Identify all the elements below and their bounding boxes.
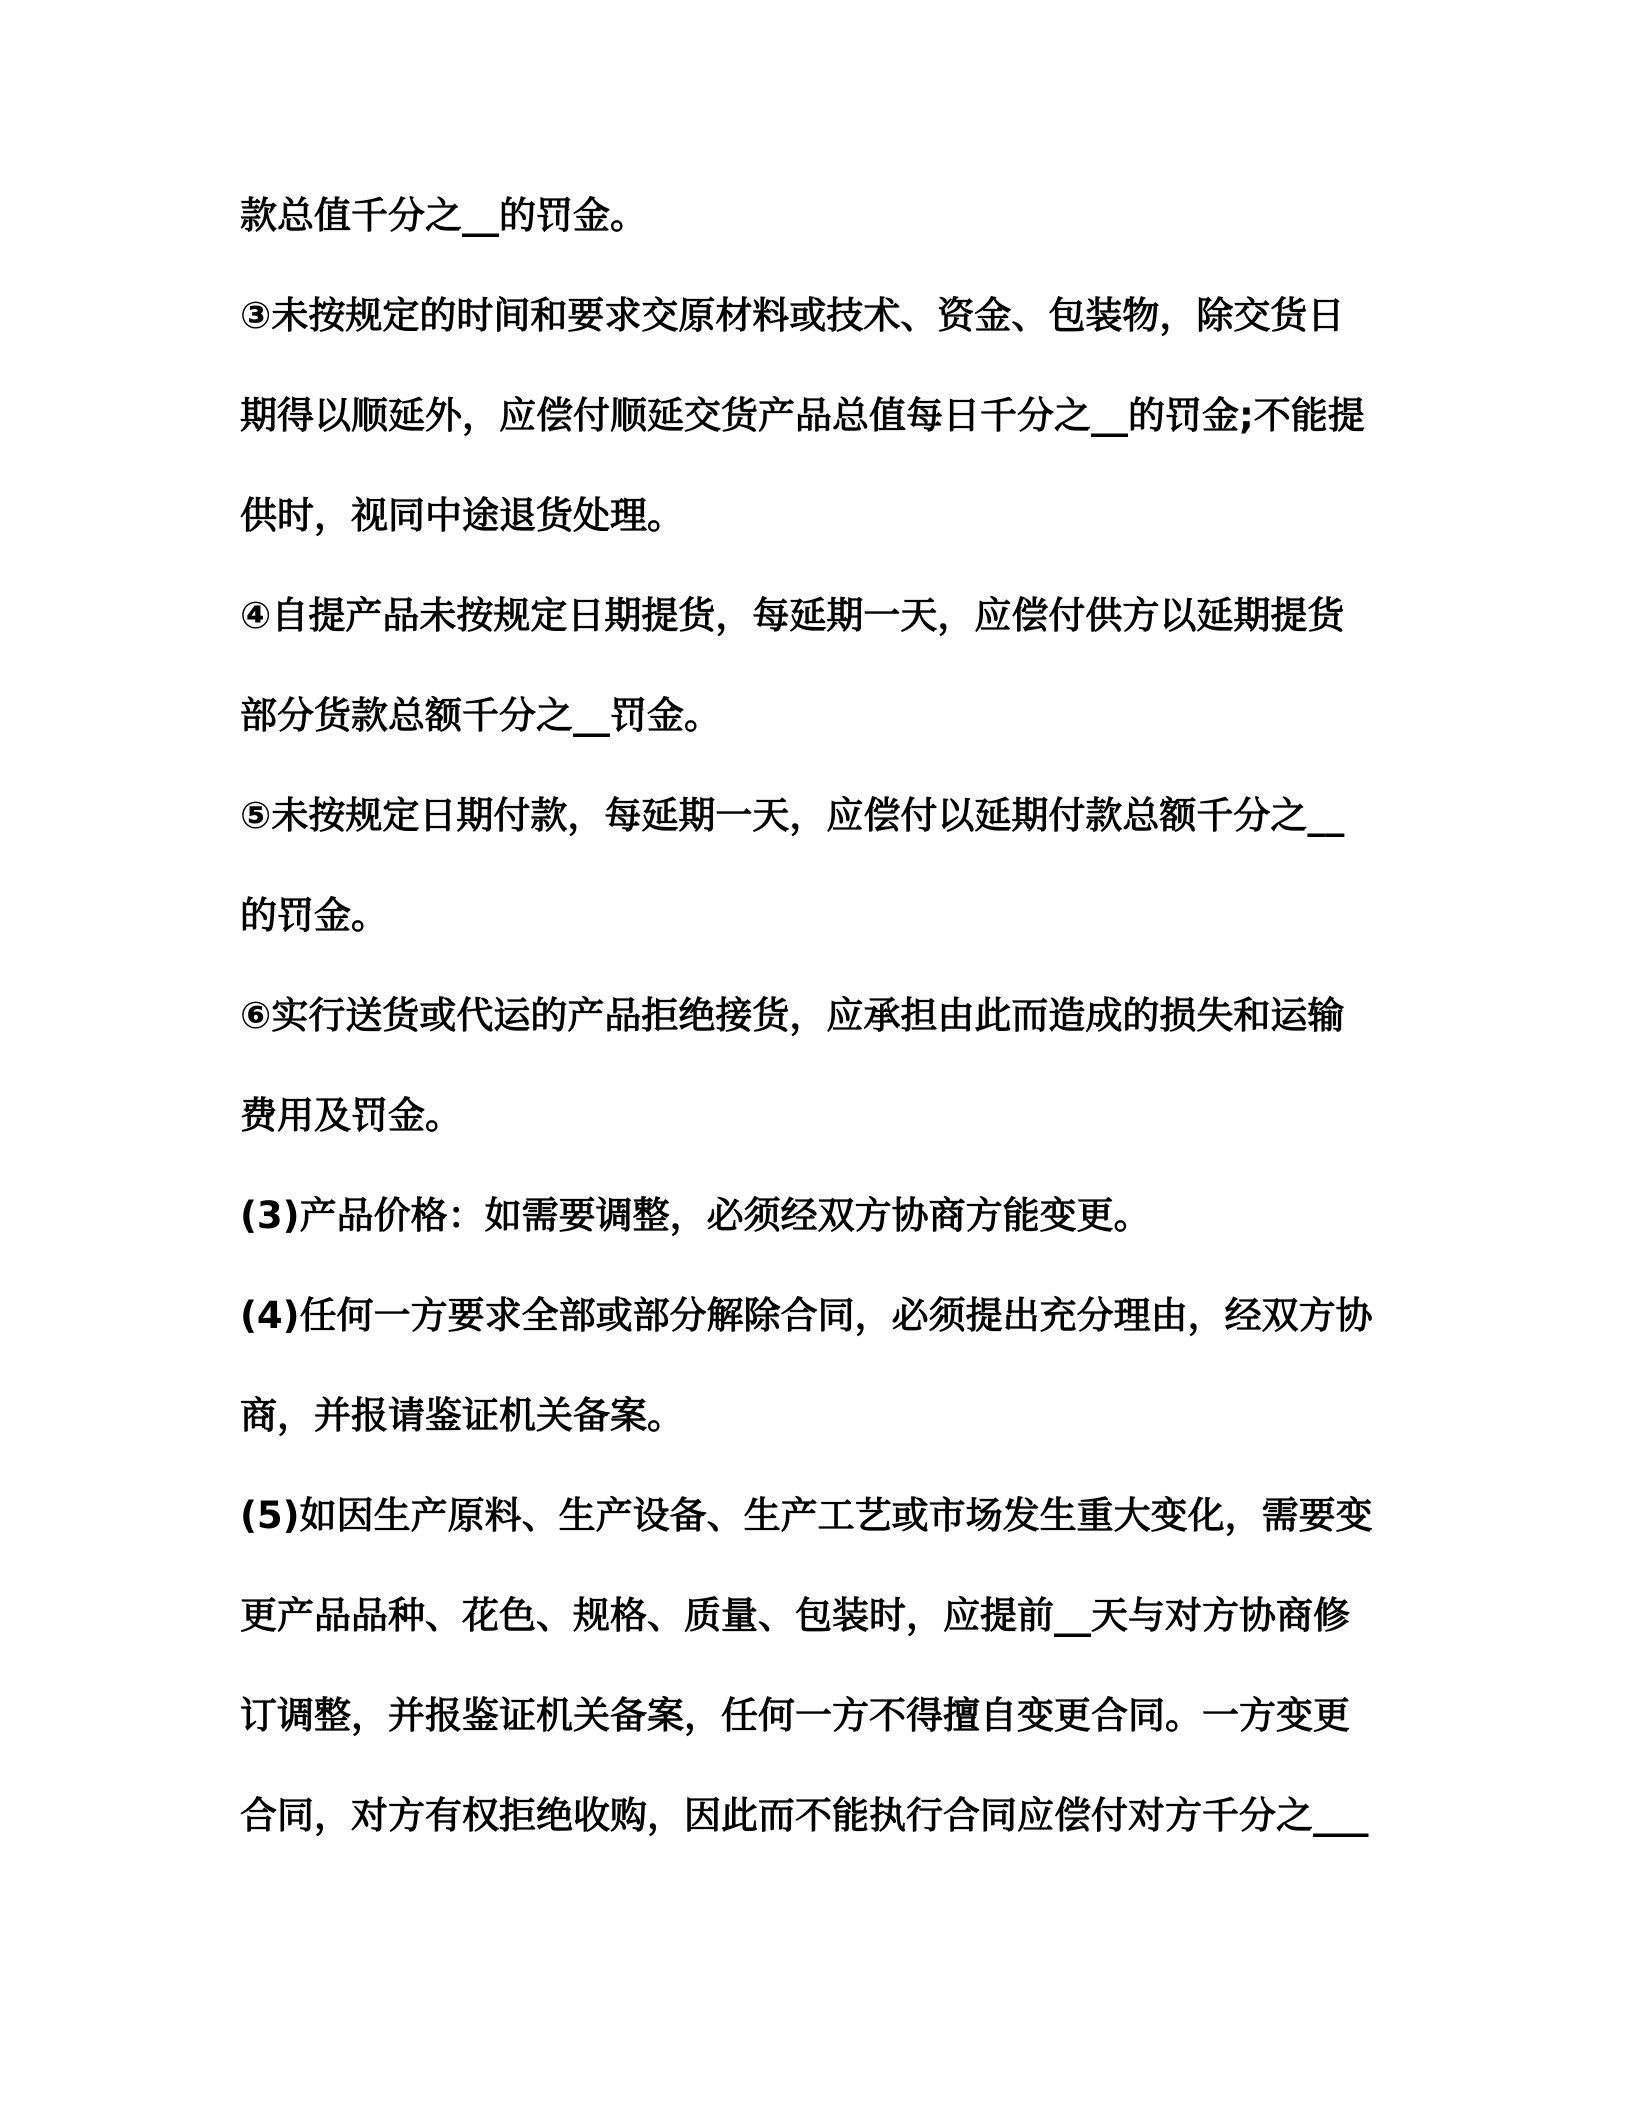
text-line: 商，并报请鉴证机关备案。 <box>240 1394 684 1437</box>
text-line: ⑤未按规定日期付款，每延期一天，应偿付以延期付款总额千分之__ <box>240 794 1345 837</box>
text-line: (5)如因生产原料、生产设备、生产工艺或市场发生重大变化，需要变 <box>240 1494 1373 1537</box>
text-line: 款总值千分之__的罚金。 <box>240 194 647 237</box>
text-line: 更产品品种、花色、规格、质量、包装时，应提前__天与对方协商修 <box>240 1594 1350 1637</box>
text-line: ④自提产品未按规定日期提货，每延期一天，应偿付供方以延期提货 <box>240 594 1345 637</box>
text-line: ③未按规定的时间和要求交原材料或技术、资金、包装物，除交货日 <box>240 294 1345 337</box>
text-line: 订调整，并报鉴证机关备案，任何一方不得擅自变更合同。一方变更 <box>240 1694 1350 1737</box>
text-line: 合同，对方有权拒绝收购，因此而不能执行合同应偿付对方千分之___ <box>240 1794 1369 1837</box>
text-line: 期得以顺延外，应偿付顺延交货产品总值每日千分之__的罚金;不能提 <box>240 394 1365 437</box>
text-line: ⑥实行送货或代运的产品拒绝接货，应承担由此而造成的损失和运输 <box>240 994 1345 1037</box>
text-line: 费用及罚金。 <box>240 1094 462 1137</box>
text-line: 供时，视同中途退货处理。 <box>240 494 684 537</box>
text-line: (4)任何一方要求全部或部分解除合同，必须提出充分理由，经双方协 <box>240 1294 1373 1337</box>
text-line: 部分货款总额千分之__罚金。 <box>240 694 721 737</box>
text-line: (3)产品价格：如需要调整，必须经双方协商方能变更。 <box>240 1194 1151 1237</box>
text-line: 的罚金。 <box>240 894 388 937</box>
